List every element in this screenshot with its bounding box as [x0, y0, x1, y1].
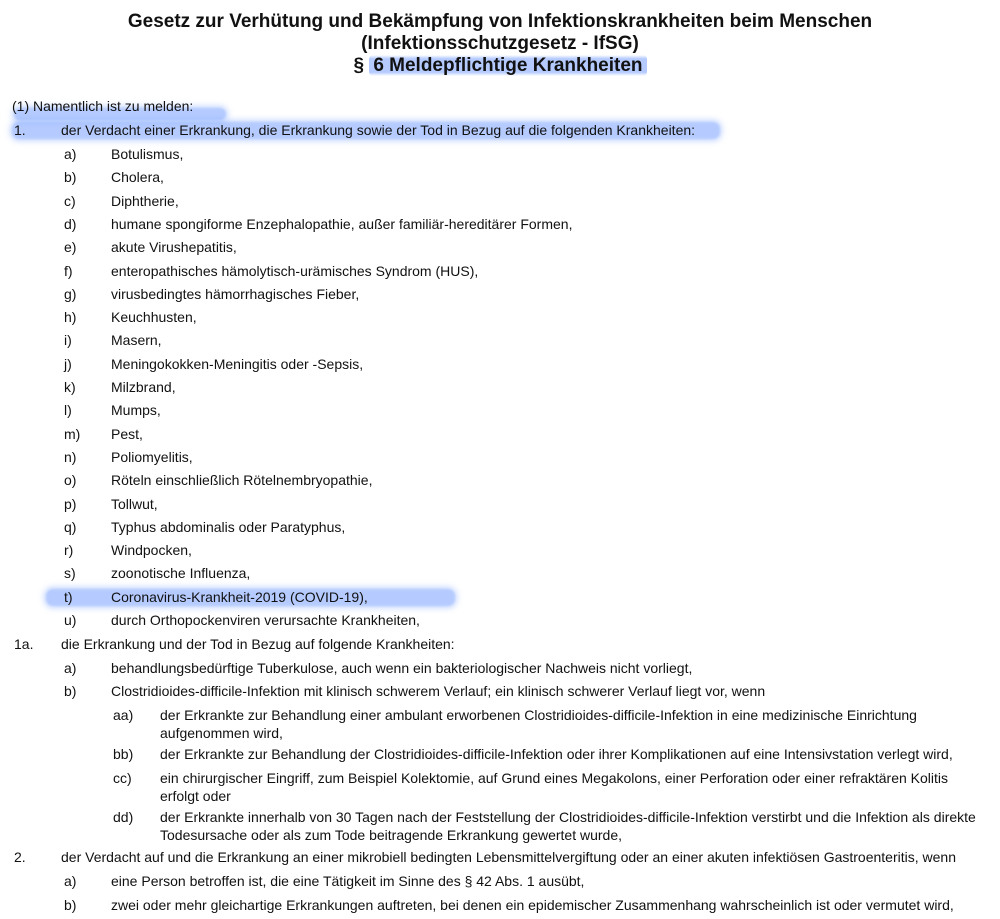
- list-item-key: a): [64, 146, 77, 162]
- item-cc-key: cc): [113, 770, 132, 786]
- list-item-text: Pest,: [111, 426, 143, 442]
- list-item-text: Meningokokken-Meningitis oder -Sepsis,: [111, 356, 364, 372]
- list-item-text: Diphtherie,: [111, 193, 179, 209]
- list-item-text: virusbedingtes hämorrhagisches Fieber,: [111, 286, 360, 302]
- list-item-key: k): [64, 379, 76, 395]
- list-item-key: q): [64, 519, 77, 535]
- list-item-key: h): [64, 309, 77, 325]
- list-item-text: Milzbrand,: [111, 379, 176, 395]
- title-line-1: Gesetz zur Verhütung und Bekämpfung von Infektionskrankheiten beim Menschen: [127, 11, 873, 32]
- list-item-text: Mumps,: [111, 402, 161, 418]
- list-item-key: c): [64, 193, 76, 209]
- list-item-key: n): [64, 449, 77, 465]
- item-aa-key: aa): [113, 707, 134, 723]
- item-2-a-key: a): [64, 873, 77, 889]
- list-item-key: t): [64, 589, 73, 605]
- list-item-text: durch Orthopockenviren verursachte Krankheiten,: [111, 612, 420, 628]
- list-item-text: Keuchhusten,: [111, 309, 197, 325]
- section-sign: §: [353, 55, 365, 76]
- item-1a-b-key: b): [64, 683, 77, 699]
- list-item-key: d): [64, 216, 77, 232]
- list-item-key: e): [64, 239, 77, 255]
- document-title: [0, 0, 1000, 77]
- list-item-key: s): [64, 565, 76, 581]
- list-item-key: m): [64, 426, 81, 442]
- list-item-text: Tollwut,: [111, 496, 158, 512]
- list-item-key: j): [64, 356, 72, 372]
- item-2-a-text: eine Person betroffen ist, die eine Tätigkeit im Sinne des § 42 Abs. 1 ausübt,: [111, 873, 585, 889]
- list-item-key: b): [64, 169, 77, 185]
- item-bb-key: bb): [113, 746, 134, 762]
- list-item-key: p): [64, 496, 77, 512]
- item-1-number: 1.: [14, 122, 26, 138]
- item-1a-b-text: Clostridioides-difficile-Infektion mit klinisch schwerem Verlauf; ein klinisch schwerer Verlauf liegt vor, wenn: [111, 683, 766, 699]
- list-item-key: o): [64, 472, 77, 488]
- list-item-key: g): [64, 286, 77, 302]
- list-item-key: i): [64, 332, 72, 348]
- intro-text: (1) Namentlich ist zu melden:: [12, 98, 194, 114]
- list-item-text: Masern,: [111, 332, 162, 348]
- item-dd-key: dd): [113, 809, 134, 825]
- list-item-text: Poliomyelitis,: [111, 449, 193, 465]
- list-item-text: enteropathisches hämolytisch-urämisches Syndrom (HUS),: [111, 263, 479, 279]
- item-aa-text: der Erkrankte zur Behandlung einer ambulant erworbenen Clostridioides-difficile-Infektion in eine medizinische Einrichtung aufgenommen wird,: [160, 707, 917, 741]
- list-item-text: humane spongiforme Enzephalopathie, außer familiär-hereditärer Formen,: [111, 216, 573, 232]
- list-item-text: Röteln einschließlich Rötelnembryopathie,: [111, 472, 373, 488]
- item-1a-a-text: behandlungsbedürftige Tuberkulose, auch wenn ein bakteriologischer Nachweis nicht vorliegt,: [111, 660, 693, 676]
- item-1a-a-key: a): [64, 660, 77, 676]
- section-heading: [0, 55, 1000, 77]
- list-item-text: Typhus abdominalis oder Paratyphus,: [111, 519, 346, 535]
- list-item-text: Windpocken,: [111, 542, 192, 558]
- title-line-2: (Infektionsschutzgesetz - IfSG): [361, 33, 639, 54]
- list-item-key: u): [64, 612, 77, 628]
- list-item-key: l): [64, 402, 72, 418]
- section-title: 6 Meldepflichtige Krankheiten: [369, 55, 646, 76]
- item-dd-text: der Erkrankte innerhalb von 30 Tagen nach der Feststellung der Clostridioides-difficile-Infektion verstirbt und die Infektion als direkte Todesursache oder als zum Tode beitragende Erkrankung gewertet wurde,: [160, 809, 976, 843]
- item-1-text: der Verdacht einer Erkrankung, die Erkrankung sowie der Tod in Bezug auf die folgenden Krankheiten:: [61, 122, 696, 138]
- item-cc-text: ein chirurgischer Eingriff, zum Beispiel Kolektomie, auf Grund eines Megakolons, einer Perforation oder einer refraktären Kolitis erfolgt oder: [160, 770, 949, 804]
- list-item-key: r): [64, 542, 74, 558]
- item-2-b-key: b): [64, 897, 77, 913]
- item-1a-number: 1a.: [14, 636, 34, 652]
- item-2-number: 2.: [14, 849, 26, 865]
- item-1a-text: die Erkrankung und der Tod in Bezug auf folgende Krankheiten:: [61, 636, 455, 652]
- list-item-text: akute Virushepatitis,: [111, 239, 237, 255]
- item-2-text: der Verdacht auf und die Erkrankung an einer mikrobiell bedingten Lebensmittelvergiftung oder an einer akuten infektiösen Gastroenteritis, wenn: [61, 849, 956, 865]
- list-item-text: zoonotische Influenza,: [111, 565, 251, 581]
- list-item-text: Cholera,: [111, 169, 164, 185]
- item-bb-text: der Erkrankte zur Behandlung der Clostridioides-difficile-Infektion oder ihrer Komplikationen auf eine Intensivstation verlegt wird,: [160, 746, 953, 762]
- list-item-key: f): [64, 263, 73, 279]
- item-2-b-text: zwei oder mehr gleichartige Erkrankungen auftreten, bei denen ein epidemischer Zusammenhang wahrscheinlich ist oder vermutet wird,: [111, 897, 954, 913]
- list-item-text: Coronavirus-Krankheit-2019 (COVID-19),: [111, 589, 368, 605]
- list-item-text: Botulismus,: [111, 146, 184, 162]
